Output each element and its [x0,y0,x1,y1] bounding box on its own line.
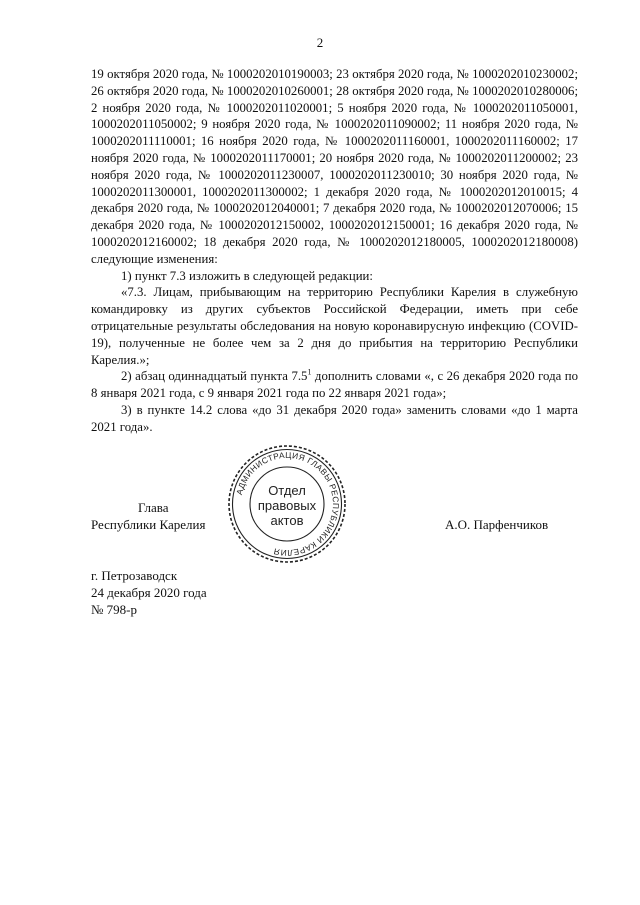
signatory-title-line1: Глава [138,500,169,515]
signatory-title-line2: Республики Карелия [91,517,206,532]
seal-line-1: Отдел [268,483,306,498]
paragraph-amendment-list: 19 октября 2020 года, № 1000202010190003; 23 октября 2020 года, № 1000202010230002; 26 октября 2020 года, № 1000202010260001; 28 октября 2020 года, № 1000202010280006; 2 ноября 2020 года, № 1000202011020001; 5 ноября 2020 года, № 1000202011050001, 1000202011050002; 9 ноября 2020 года, № 1000202011090002; 11 ноября 2020 года, № 1000202011110001; 16 ноября 2020 года, № 1000202011160001, 1000202011160002; 17 ноября 2020 года, № 1000202011170001; 20 ноября 2020 года, № 1000202011200002; 23 ноября 2020 года, № 1000202011230007, 1000202011230010; 30 ноября 2020 года, № 1000202011300001, 1000202011300002; 1 декабря 2020 года, № 1000202012010015; 4 декабря 2020 года, № 1000202012040001; 7 декабря 2020 года, № 1000202012070006; 15 декабря 2020 года, № 1000202012150002, 1000202012150001; 16 декабря 2020 года, № 1000202012160002; 18 декабря 2020 года, № 1000202012180005, 1000202012180008) следующие изменения: [91,67,578,266]
seal-line-3: актов [270,513,304,528]
paragraph-item-1: 1) пункт 7.3 изложить в следующей редакции: [121,268,373,283]
page-number: 2 [316,35,324,50]
item-2-superscript: 1 [307,368,312,378]
paragraph-item-2 [91,368,578,402]
seal-ring-text: АДМИНИСТРАЦИЯ ГЛАВЫ РЕСПУБЛИКИ КАРЕЛИЯ [233,449,342,559]
seal-line-2: правовых [257,498,317,513]
paragraph-quote-7-3: «7.3. Лицам, прибывающим на территорию Республики Карелия в служебную командировку из других субъектов Российской Федерации, иметь при себе отрицательные результаты обследования на новую коронавирусную инфекцию (COVID-19), полученные не более чем за 2 дня до прибытия на территорию Республики Карелия.»; [91,285,578,367]
item-2-text-end: дополнить словами «, с 26 декабря 2020 года по 8 января 2021 года, с 9 января 2021 года по 22 января 2021 года»; [91,369,579,401]
official-seal [226,443,348,565]
date-of-signing: 24 декабря 2020 года [91,585,207,600]
document-number: № 798-р [91,602,137,617]
signatory-name: А.О. Парфенчиков [445,517,549,532]
document-body [91,66,578,436]
signatory-title [91,499,231,533]
paragraph-item-3: 3) в пункте 14.2 слова «до 31 декабря 2020 года» заменить словами «до 1 марта 2021 года». [91,402,578,434]
place-of-signing: г. Петрозаводск [91,568,178,583]
document-footer [91,567,207,618]
item-2-text-start: 2) абзац одиннадцатый пункта 7.5 [121,369,308,384]
